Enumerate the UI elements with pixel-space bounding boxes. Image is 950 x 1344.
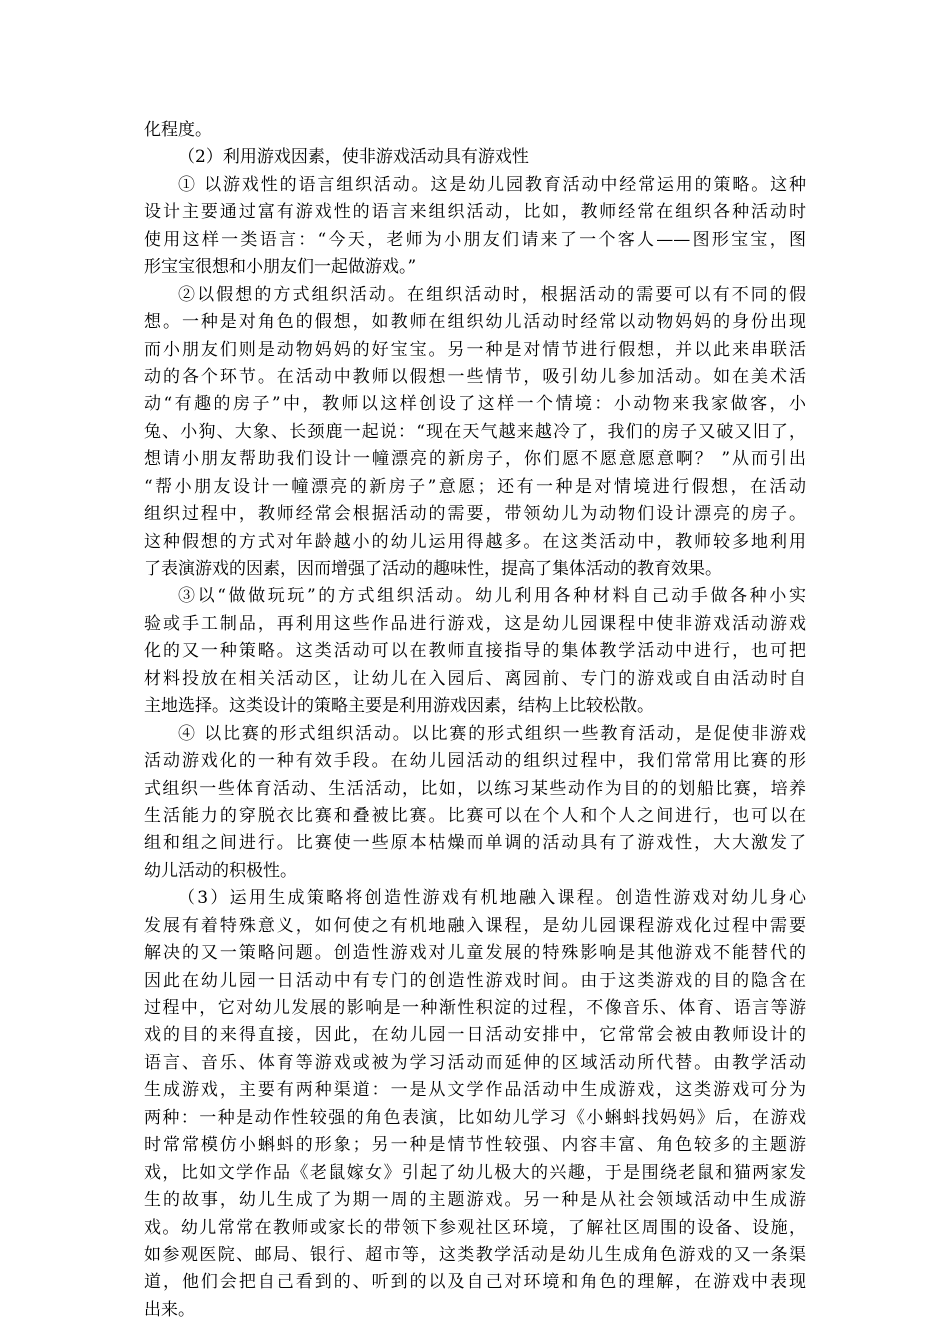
text-line: 材料投放在相关活动区，让幼儿在入园后、离园前、专门的游戏或自由活动时自 xyxy=(144,668,806,689)
text-line: 动“有趣的房子”中，教师以这样创设了这样一个情境：小动物来我家做客，小 xyxy=(144,394,806,415)
text-line: 组和组之间进行。比赛使一些原本枯燥而单调的活动具有了游戏性，大大激发了 xyxy=(144,833,806,854)
text-line: 活动游戏化的一种有效手段。在幼儿园活动的组织过程中，我们常常用比赛的形 xyxy=(144,751,806,772)
text-line: 生成游戏，主要有两种渠道：一是从文学作品活动中生成游戏，这类游戏可分为 xyxy=(144,1080,806,1101)
text-line: 动的各个环节。在活动中教师以假想一些情节，吸引幼儿参加活动。如在美术活 xyxy=(144,366,806,387)
text-line: 道，他们会把自己看到的、听到的以及自己对环境和角色的理解，在游戏中表现 xyxy=(144,1272,806,1293)
text-line: 使用这样一类语言：“今天，老师为小朋友们请来了一个客人——图形宝宝，图 xyxy=(144,229,806,250)
text-line: 发展有着特殊意义，如何使之有机地融入课程，是幼儿园课程游戏化过程中需要 xyxy=(144,915,806,936)
text-line: 戏的目的来得直接，因此，在幼儿园一日活动安排中，它常常会被由教师设计的 xyxy=(144,1025,806,1046)
text-line: 验或手工制品，再利用这些作品进行游戏，这是幼儿园课程中使非游戏活动游戏 xyxy=(144,613,806,634)
text-line: 化的又一种策略。这类活动可以在教师直接指导的集体教学活动中进行，也可把 xyxy=(144,641,806,662)
text-line: 想请小朋友帮助我们设计一幢漂亮的新房子，你们愿不愿意愿意啊？ ”从而引出 xyxy=(144,449,806,470)
text-line: 幼儿活动的积极性。 xyxy=(144,860,297,881)
text-line: 戏。幼儿常常在教师或家长的带领下参观社区环境，了解社区周围的设备、设施， xyxy=(144,1217,806,1238)
text-line: 组织过程中，教师经常会根据活动的需要，带领幼儿为动物们设计漂亮的房子。 xyxy=(144,504,806,525)
text-line: ① 以游戏性的语言组织活动。这是幼儿园教育活动中经常运用的策略。这种 xyxy=(178,174,806,195)
text-line: 戏，比如文学作品《老鼠嫁女》引起了幼儿极大的兴趣，于是围绕老鼠和猫两家发 xyxy=(144,1162,806,1183)
text-line: “帮小朋友设计一幢漂亮的新房子”意愿；还有一种是对情境进行假想，在活动 xyxy=(144,476,806,497)
text-line: 兔、小狗、大象、长颈鹿一起说：“现在天气越来越冷了，我们的房子又破又旧了， xyxy=(144,421,806,442)
text-line: 出来。 xyxy=(144,1299,195,1320)
text-line: （3）运用生成策略将创造性游戏有机地融入课程。创造性游戏对幼儿身心 xyxy=(178,888,806,909)
text-line: 而小朋友们则是动物妈妈的好宝宝。另一种是对情节进行假想，并以此来串联活 xyxy=(144,339,806,360)
text-line: ④ 以比赛的形式组织活动。以比赛的形式组织一些教育活动，是促使非游戏 xyxy=(178,723,806,744)
text-line: 设计主要通过富有游戏性的语言来组织活动，比如，教师经常在组织各种活动时 xyxy=(144,202,806,223)
text-line: ②以假想的方式组织活动。在组织活动时，根据活动的需要可以有不同的假 xyxy=(178,284,806,305)
text-line: 两种：一种是动作性较强的角色表演，比如幼儿学习《小蝌蚪找妈妈》后，在游戏 xyxy=(144,1107,806,1128)
text-line: 生活能力的穿脱衣比赛和叠被比赛。比赛可以在个人和个人之间进行，也可以在 xyxy=(144,805,806,826)
text-line: 了表演游戏的因素，因而增强了活动的趣味性，提高了集体活动的教育效果。 xyxy=(144,559,722,579)
text-line: 生的故事，幼儿生成了为期一周的主题游戏。另一种是从社会领域活动中生成游 xyxy=(144,1190,806,1211)
text-line: 想。一种是对角色的假想，如教师在组织幼儿活动时经常以动物妈妈的身份出现 xyxy=(144,312,806,333)
text-line: 主地选择。这类设计的策略主要是利用游戏因素，结构上比较松散。 xyxy=(144,696,654,717)
text-line: 时常常模仿小蝌蚪的形象；另一种是情节性较强、内容丰富、角色较多的主题游 xyxy=(144,1135,806,1156)
text-line: 过程中，它对幼儿发展的影响是一种渐性积淀的过程，不像音乐、体育、语言等游 xyxy=(144,998,806,1018)
text-line: 解决的又一策略问题。创造性游戏对儿童发展的特殊影响是其他游戏不能替代的 xyxy=(144,943,806,964)
text-line: 式组织一些体育活动、生活活动，比如，以练习某些动作为目的的划船比赛，培养 xyxy=(144,778,806,799)
text-line: 语言、音乐、体育等游戏或被为学习活动而延伸的区域活动所代替。由教学活动 xyxy=(144,1052,806,1073)
text-line: 化程度。 xyxy=(144,120,212,140)
text-line: 如参观医院、邮局、银行、超市等，这类教学活动是幼儿生成角色游戏的又一条渠 xyxy=(144,1244,806,1265)
text-line: 因此在幼儿园一日活动中有专门的创造性游戏时间。由于这类游戏的目的隐含在 xyxy=(144,970,806,991)
text-line: （2）利用游戏因素，使非游戏活动具有游戏性 xyxy=(178,147,529,168)
text-line: ③以“做做玩玩”的方式组织活动。幼儿利用各种材料自己动手做各种小实 xyxy=(178,586,806,607)
document-page xyxy=(144,117,806,1324)
text-line: 形宝宝很想和小朋友们一起做游戏。” xyxy=(144,257,417,278)
text-line: 这种假想的方式对年龄越小的幼儿运用得越多。在这类活动中，教师较多地利用 xyxy=(144,531,806,552)
